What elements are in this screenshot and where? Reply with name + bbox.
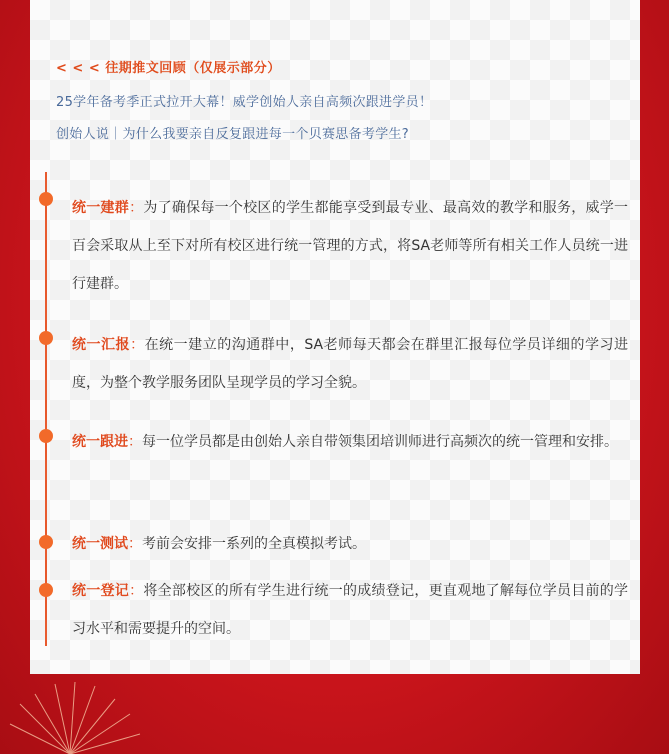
timeline-dot <box>39 192 53 206</box>
firework-decoration <box>0 664 160 754</box>
list-item: 统一汇报：在统一建立的沟通群中，SA老师每天都会在群里汇报每位学员详细的学习进度，为整个教学服务团队呈现学员的学习全貌。 <box>72 337 629 391</box>
item-text: 将全部校区的所有学生进行统一的成绩登记，更直观地了解每位学员目前的学习水平和需要提升的空间。 <box>72 583 629 637</box>
item-title: 统一测试 <box>72 536 128 552</box>
timeline-dot <box>39 331 53 345</box>
list-item: 统一测试：考前会安排一系列的全真模拟考试。 <box>72 536 366 552</box>
item-text: 在统一建立的沟通群中，SA老师每天都会在群里汇报每位学员详细的学习进度，为整个教学服务团队呈现学员的学习全貌。 <box>72 337 629 391</box>
list-item: 统一建群：为了确保每一个校区的学生都能享受到最专业、最高效的教学和服务，威学一百会采取从上至下对所有校区进行统一管理的方式，将SA老师等所有相关工作人员统一进行建群。 <box>72 200 629 292</box>
timeline-dot <box>39 429 53 443</box>
item-text: 每一位学员都是由创始人亲自带领集团培训师进行高频次的统一管理和安排。 <box>142 434 618 450</box>
timeline-dot <box>39 535 53 549</box>
list-item: 统一登记：将全部校区的所有学生进行统一的成绩登记，更直观地了解每位学员目前的学习水平和需要提升的空间。 <box>72 583 629 637</box>
item-title: 统一建群 <box>72 200 130 216</box>
review-header: < < < 往期推文回顾（仅展示部分） <box>56 61 281 76</box>
item-title: 统一汇报 <box>72 337 131 353</box>
item-title: 统一登记 <box>72 583 130 599</box>
list-item: 统一跟进：每一位学员都是由创始人亲自带领集团培训师进行高频次的统一管理和安排。 <box>72 434 618 450</box>
review-link-2[interactable]: 创始人说｜为什么我要亲自反复跟进每一个贝赛思备考学生? <box>56 127 409 142</box>
content-card <box>30 0 640 674</box>
timeline-dot <box>39 583 53 597</box>
item-text: 为了确保每一个校区的学生都能享受到最专业、最高效的教学和服务，威学一百会采取从上至下对所有校区进行统一管理的方式，将SA老师等所有相关工作人员统一进行建群。 <box>72 200 629 292</box>
timeline-line <box>45 172 47 646</box>
item-text: 考前会安排一系列的全真模拟考试。 <box>142 536 366 552</box>
review-link-1[interactable]: 25学年备考季正式拉开大幕！威学创始人亲自高频次跟进学员！ <box>56 95 433 110</box>
item-title: 统一跟进 <box>72 434 128 450</box>
